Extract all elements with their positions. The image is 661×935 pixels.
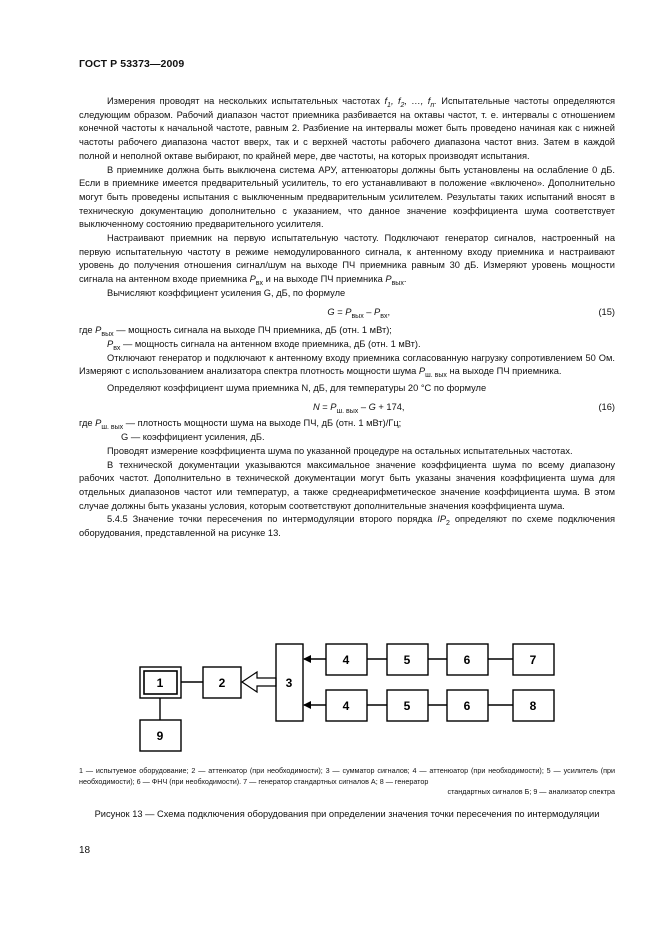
- document-header: ГОСТ Р 53373—2009: [79, 58, 185, 70]
- paragraph-agc: В приемнике должна быть выключена система АРУ, аттенюаторы должны быть установлены на ослабление 0 дБ. Если в приемнике имеется предварительный усилитель, то его устанавливают в положение «включено». Дополнительно могут быть проведены испытания с выключенным предварительным усилителем. Результаты таких испытаний вносят в техническую документацию дополнительно с указанием, что данное значение коэффициента шума соответствует выключенному состоянию предварительного усилителя.: [79, 164, 615, 230]
- paragraph-gain: Вычисляют коэффициент усиления G, дБ, по формуле: [107, 287, 346, 298]
- label-2: 2: [218, 676, 226, 690]
- equation-16-number: (16): [598, 401, 615, 412]
- label-7: 7: [529, 653, 537, 667]
- frequency-list: $f_1$, $f_2$, …, $f_n$.: [384, 96, 437, 109]
- paragraph-test-frequencies: Измерения проводят на нескольких испытательных частотах $f_1$, $f_2$, …, $f_n$. Испытательные частоты определяются следующим образом. Рабочий диапазон частот приемника разбивается на октавы частот, т. е. интервалы с отношением конечной частоты к начальной частоте, равным 2. Разбиение на интервалы может быть проведено начиная как с нижней частоты рабочего диапазона частот вверх, так и с верхней частоты рабочего диапазона частот вниз. Затем в каждой полной и неполной октаве выбирают, по крайней мере, две частоты, на которых производят испытания.: [79, 96, 615, 161]
- label-4-bottom: 4: [342, 699, 350, 713]
- label-6-top: 6: [463, 653, 471, 667]
- equation-15-number: (15): [598, 306, 615, 317]
- where-pout: где $P_{вых}$ — мощность сигнала на выходе ПЧ приемника, дБ (отн. 1 мВт);: [79, 325, 392, 339]
- paragraph-documentation: В технической документации указываются максимальное значение коэффициента шума по всему диапазону рабочих частот. Дополнительно в технической документации могут быть указаны значения коэффициента шума для отдельных диапазонов частот или температур, а также среднеарифметическое значение коэффициента шума. В этом случае должны быть указаны условия, которым соответствуют дополнительные значения коэффициента шума.: [79, 459, 615, 511]
- legend-line-1: 1 — испытуемое оборудование; 2 — аттенюатор (при необходимости); 3 — сумматор сигналов; 4 — аттенюатор (при необходимости); 5 — усилитель (при необходимости); 6 — ФНЧ (при необходимости). 7 — генератор стандартных сигналов А; 8 — генератор: [79, 766, 615, 786]
- paragraph-repeat: Проводят измерение коэффициента шума по указанной процедуре на остальных испытательных частотах.: [107, 445, 573, 456]
- figure-caption: Рисунок 13 — Схема подключения оборудования при определении значения точки пересечения по интермодуляции: [94, 809, 600, 819]
- label-5-bottom: 5: [403, 699, 411, 713]
- label-8: 8: [529, 699, 537, 713]
- hollow-arrow-3-to-2: [242, 672, 276, 692]
- where-gain: G — коэффициент усиления, дБ.: [121, 432, 265, 443]
- where-pnoise: где $P_{ш. вых}$ — плотность мощности шума на выходе ПЧ, дБ (отн. 1 мВт)/Гц;: [79, 418, 402, 432]
- equation-15: $G = P_{вых} - P_{вх}$, (15): [327, 306, 615, 320]
- where-pin: $P_{вх}$ — мощность сигнала на антенном входе приемника, дБ (отн. 1 мВт).: [107, 338, 421, 352]
- legend-line-2: стандартных сигналов Б; 9 — анализатор спектра: [447, 787, 615, 797]
- label-1: 1: [156, 676, 164, 690]
- label-3: 3: [285, 676, 293, 690]
- paragraph-load: Отключают генератор и подключают к антенному входу приемника согласованную нагрузку сопротивлением 50 Ом. Измеряют с использованием анализатора спектра плотность мощности шума $P_{ш. вых}$ на выходе ПЧ приемника.: [79, 352, 615, 380]
- page-number: 18: [79, 845, 91, 856]
- label-9: 9: [156, 729, 164, 743]
- paragraph-noise-figure: Определяют коэффициент шума приемника N, дБ, для температуры 20 °С по формуле: [107, 383, 487, 394]
- label-6-bottom: 6: [463, 699, 471, 713]
- label-5-top: 5: [403, 653, 411, 667]
- paragraph-5-4-5: 5.4.5 Значение точки пересечения по интермодуляции второго порядка $IP_2$ определяют по схеме подключения оборудования, представленной на рисунке 13.: [79, 514, 616, 539]
- figure-legend: [79, 766, 615, 798]
- label-4-top: 4: [342, 653, 350, 667]
- paragraph-tuning: Настраивают приемник на первую испытательную частоту. Подключают генератор сигналов, настроенный на первую испытательную частоту в режиме немодулированного сигнала, к антенному входу приемника и настраивают уровень до получения отношения сигнал/шум на выходе ПЧ приемника равным 30 дБ. Измеряют уровень мощности сигнала на антенном входе приемника $P_{вх}$ и на выходе ПЧ приемника $P_{вых}$.: [79, 233, 615, 287]
- equation-16: $N = P_{ш. вых} - G + 174$, (16): [312, 401, 615, 415]
